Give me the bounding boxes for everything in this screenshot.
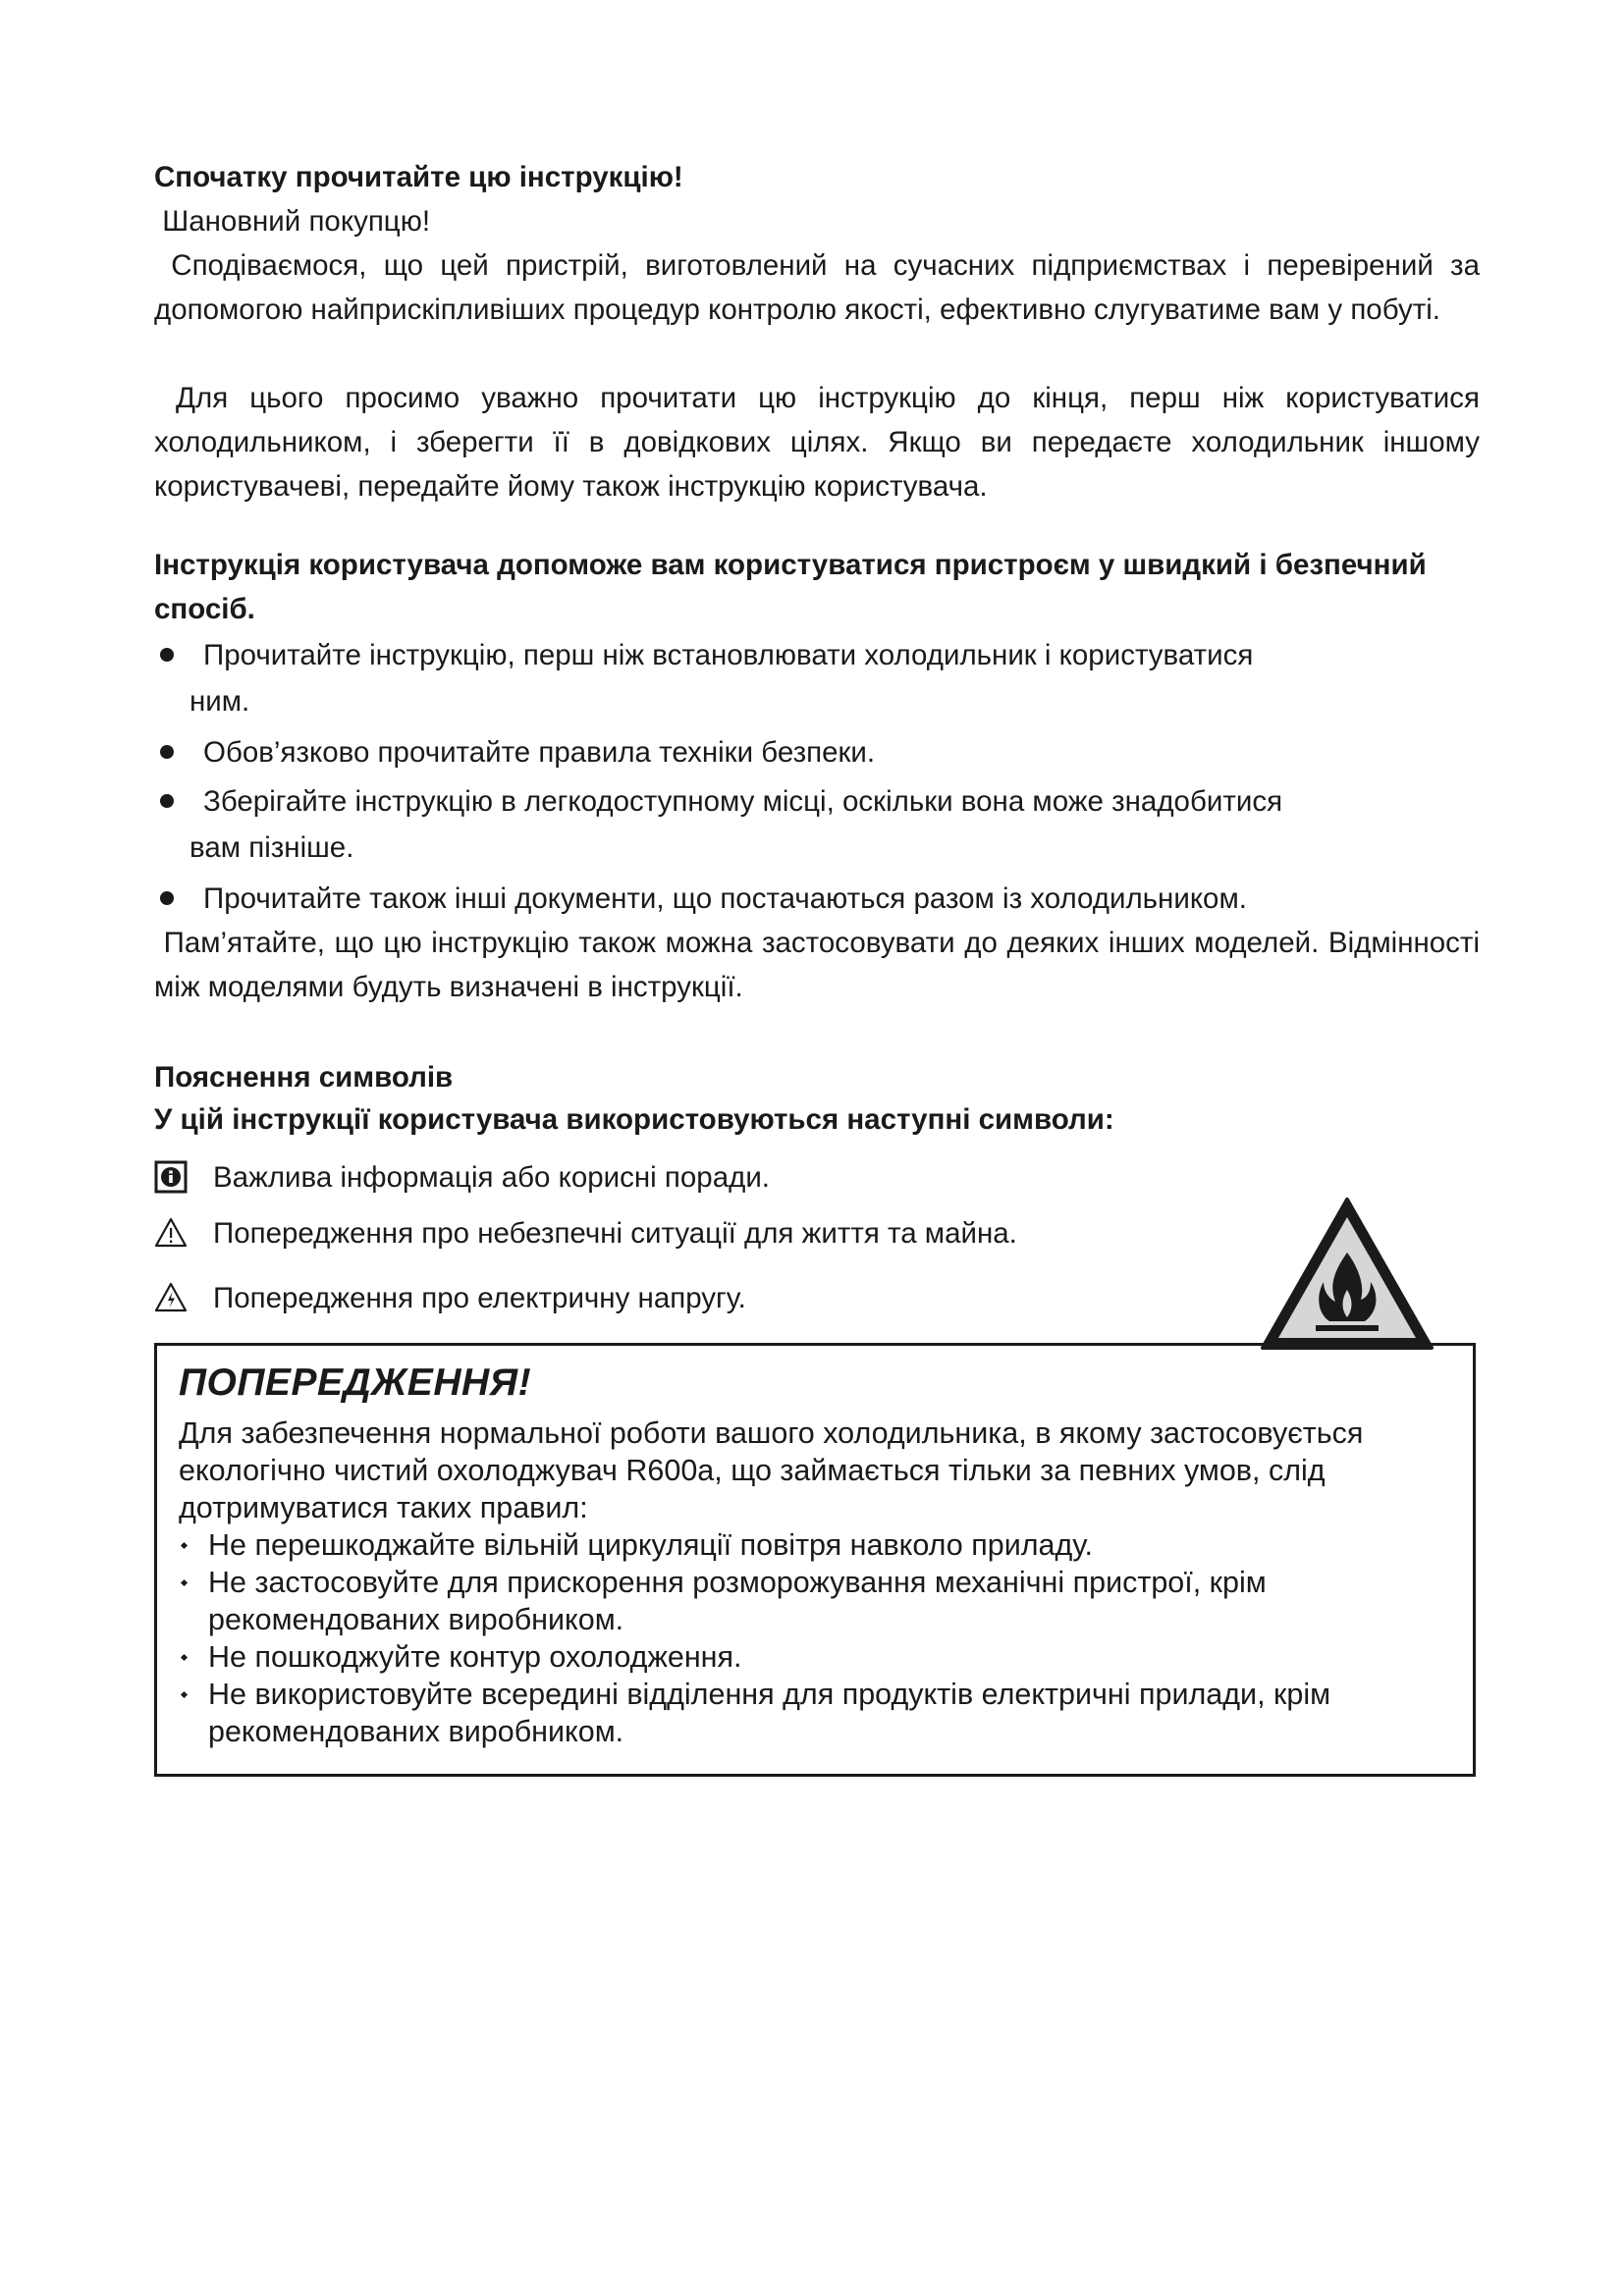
intro-paragraph-1: Сподіваємося, що цей пристрій, виготовлений на сучасних підприємствах і перевірений за допомогою найприскіпливіших процедур контролю якості, ефективно слугуватиме вам у побуті.: [154, 249, 1489, 326]
bullet-dot-icon: [160, 648, 174, 662]
warning-item-text: Не застосовуйте для прискорення розморожування механічні пристрої, крім рекомендованих виробником.: [208, 1566, 1267, 1636]
bullet-dot-icon: [160, 794, 174, 808]
guide-bullet: [154, 632, 1480, 724]
warning-intro: Для забезпечення нормальної роботи вашого холодильника, в якому застосовується екологічно чистий охолоджувач R600a, що займається тільки за певних умов, слід дотримуватися таких правил:: [179, 1416, 1364, 1524]
warning-box: [154, 1343, 1476, 1777]
small-bullet-icon: [181, 1691, 188, 1698]
bullet-text: Обов’язково прочитайте правила техніки безпеки.: [203, 736, 876, 769]
symbol-row-warning: [154, 1214, 1017, 1254]
warning-triangle-icon: [154, 1216, 188, 1250]
symbols-subheading: У цій інструкції користувача використовуються наступні символи:: [154, 1103, 1114, 1136]
warning-item-text: Не пошкоджуйте контур охолодження.: [208, 1640, 742, 1674]
warning-item: [179, 1676, 1455, 1750]
warning-item: [179, 1638, 1455, 1676]
models-note: Пам’ятайте, що цю інструкцію також можна застосовувати до деяких інших моделей. Відмінності між моделями будуть визначені в інструкції.: [154, 927, 1489, 1003]
symbol-description: Попередження про небезпечні ситуації для життя та майна.: [213, 1217, 1017, 1250]
small-bullet-icon: [181, 1542, 188, 1549]
bullet-text: Зберігайте інструкцію в легкодоступному місці, оскільки вона може знадобитися: [203, 785, 1283, 818]
bullet-dot-icon: [160, 745, 174, 759]
greeting: Шановний покупцю!: [154, 205, 431, 238]
symbol-description: Попередження про електричну напругу.: [213, 1282, 746, 1314]
info-icon: [154, 1160, 188, 1194]
intro-heading: Спочатку прочитайте цю інструкцію!: [154, 161, 683, 193]
symbol-description: Важлива інформація або корисні поради.: [213, 1161, 770, 1194]
guide-bullet: [154, 876, 1480, 922]
small-bullet-icon: [181, 1654, 188, 1661]
symbol-row-electric: [154, 1279, 746, 1318]
bullet-text: Прочитайте також інші документи, що постачаються разом із холодильником.: [203, 882, 1247, 915]
bullet-text-continued: ним.: [189, 685, 250, 718]
guide-bullet: [154, 778, 1480, 871]
warning-item-text: Не використовуйте всередині відділення для продуктів електричні прилади, крім рекомендованих виробником.: [208, 1678, 1331, 1748]
warning-item-text: Не перешкоджайте вільній циркуляції повітря навколо приладу.: [208, 1528, 1093, 1562]
symbols-heading: Пояснення символів: [154, 1061, 454, 1094]
warning-body: [179, 1415, 1455, 1750]
bullet-dot-icon: [160, 891, 174, 905]
intro-paragraph-2: Для цього просимо уважно прочитати цю інструкцію до кінця, перш ніж користуватися холодильником, і зберегти її в довідкових цілях. Якщо ви передаєте холодильник іншому користувачеві, передайте йому також інструкцію користувача.: [154, 382, 1489, 503]
electric-warning-icon: [154, 1281, 188, 1314]
warning-title: ПОПЕРЕДЖЕННЯ!: [179, 1362, 532, 1404]
bullet-text: Прочитайте інструкцію, перш ніж встановлювати холодильник і користуватися: [203, 639, 1254, 671]
guide-heading: Інструкція користувача допоможе вам користуватися пристроєм у швидкий і безпечний спосіб.: [154, 549, 1427, 625]
flammable-warning-icon: [1259, 1196, 1435, 1353]
warning-item: [179, 1564, 1455, 1638]
warning-item: [179, 1526, 1455, 1564]
small-bullet-icon: [181, 1579, 188, 1586]
bullet-text-continued: вам пізніше.: [189, 831, 354, 864]
guide-bullet: [154, 729, 1480, 775]
symbol-row-info: [154, 1158, 770, 1198]
